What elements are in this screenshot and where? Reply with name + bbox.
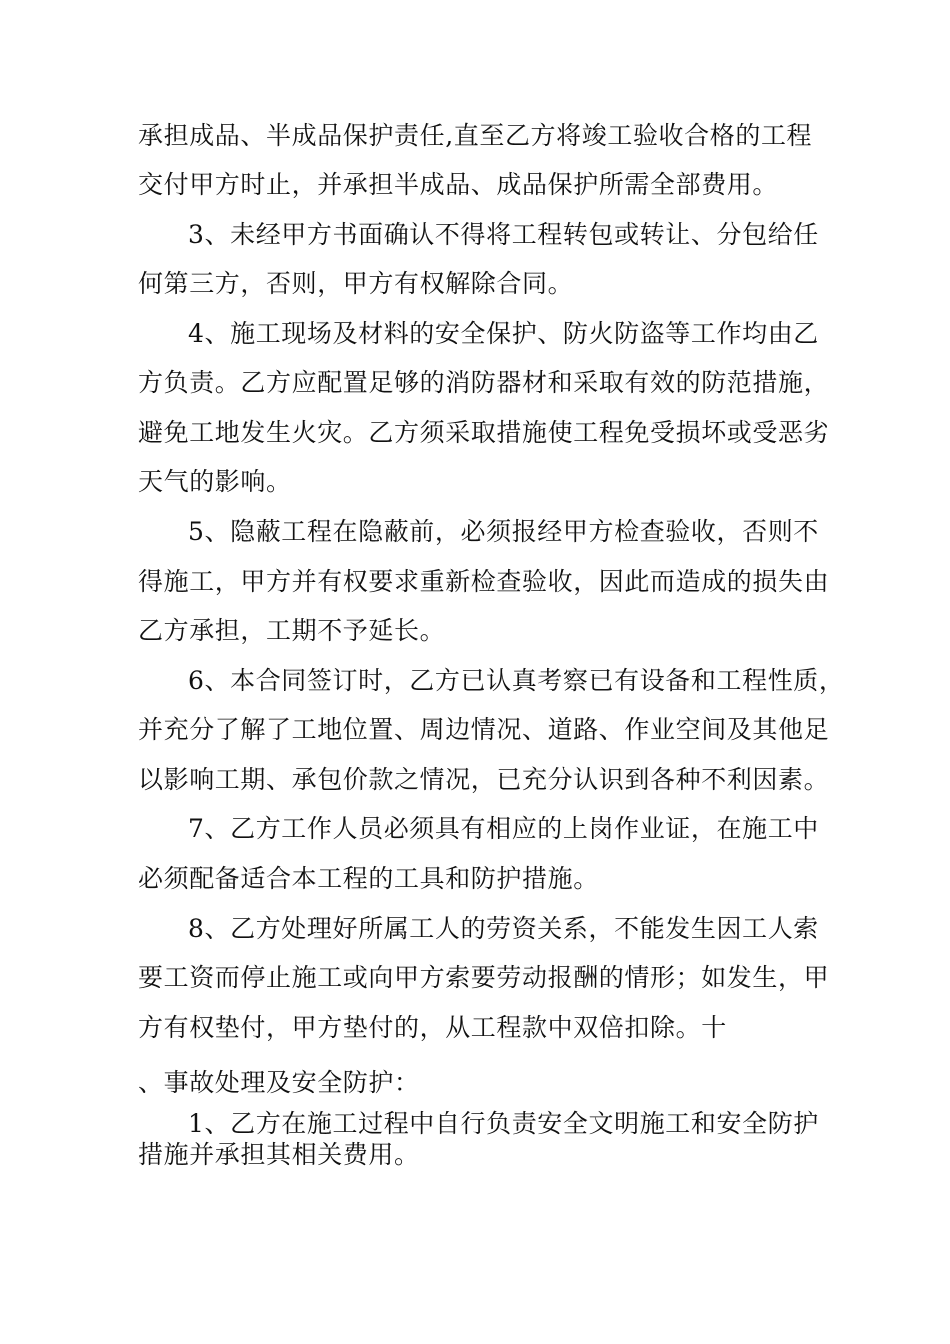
- clause-7: 7、乙方工作人员必须具有相应的上岗作业证，在施工中: [188, 814, 819, 843]
- text-line: 措施并承担其相关费用。: [138, 1140, 420, 1169]
- text-line: 以影响工期、承包价款之情况，已充分认识到各种不利因素。: [138, 765, 830, 794]
- text-line: 并充分了解了工地位置、周边情况、道路、作业空间及其他足: [138, 715, 830, 744]
- text-line: 要工资而停止施工或向甲方索要劳动报酬的情形；如发生，甲: [138, 963, 830, 992]
- text-line: 承担成品、半成品保护责任,直至乙方将竣工验收合格的工程: [138, 121, 813, 150]
- text-line: 得施工，甲方并有权要求重新检查验收，因此而造成的损失由: [138, 567, 830, 596]
- text-line: 避免工地发生火灾。乙方须采取措施使工程免受损坏或受恶劣: [138, 418, 830, 447]
- text-line: 乙方承担，工期不予延长。: [138, 616, 446, 645]
- text-line: 必须配备适合本工程的工具和防护措施。: [138, 864, 599, 893]
- text-line: 交付甲方时止，并承担半成品、成品保护所需全部费用。: [138, 170, 779, 199]
- text-line: 方有权垫付，甲方垫付的，从工程款中双倍扣除。十: [138, 1013, 727, 1042]
- text-line: 何第三方，否则，甲方有权解除合同。: [138, 269, 574, 298]
- clause-5: 5、隐蔽工程在隐蔽前，必须报经甲方检查验收，否则不: [188, 517, 819, 546]
- section-heading: 、事故处理及安全防护：: [138, 1068, 420, 1097]
- clause-4: 4、施工现场及材料的安全保护、防火防盗等工作均由乙: [188, 319, 819, 348]
- clause-6: 6、本合同签订时，乙方已认真考察已有设备和工程性质，: [188, 666, 845, 695]
- clause-3: 3、未经甲方书面确认不得将工程转包或转让、分包给任: [188, 220, 819, 249]
- text-line: 天气的影响。: [138, 467, 292, 496]
- clause-8: 8、乙方处理好所属工人的劳资关系，不能发生因工人索: [188, 914, 819, 943]
- text-line: 方负责。乙方应配置足够的消防器材和采取有效的防范措施，: [138, 368, 830, 397]
- clause-1: 1、乙方在施工过程中自行负责安全文明施工和安全防护: [188, 1109, 819, 1138]
